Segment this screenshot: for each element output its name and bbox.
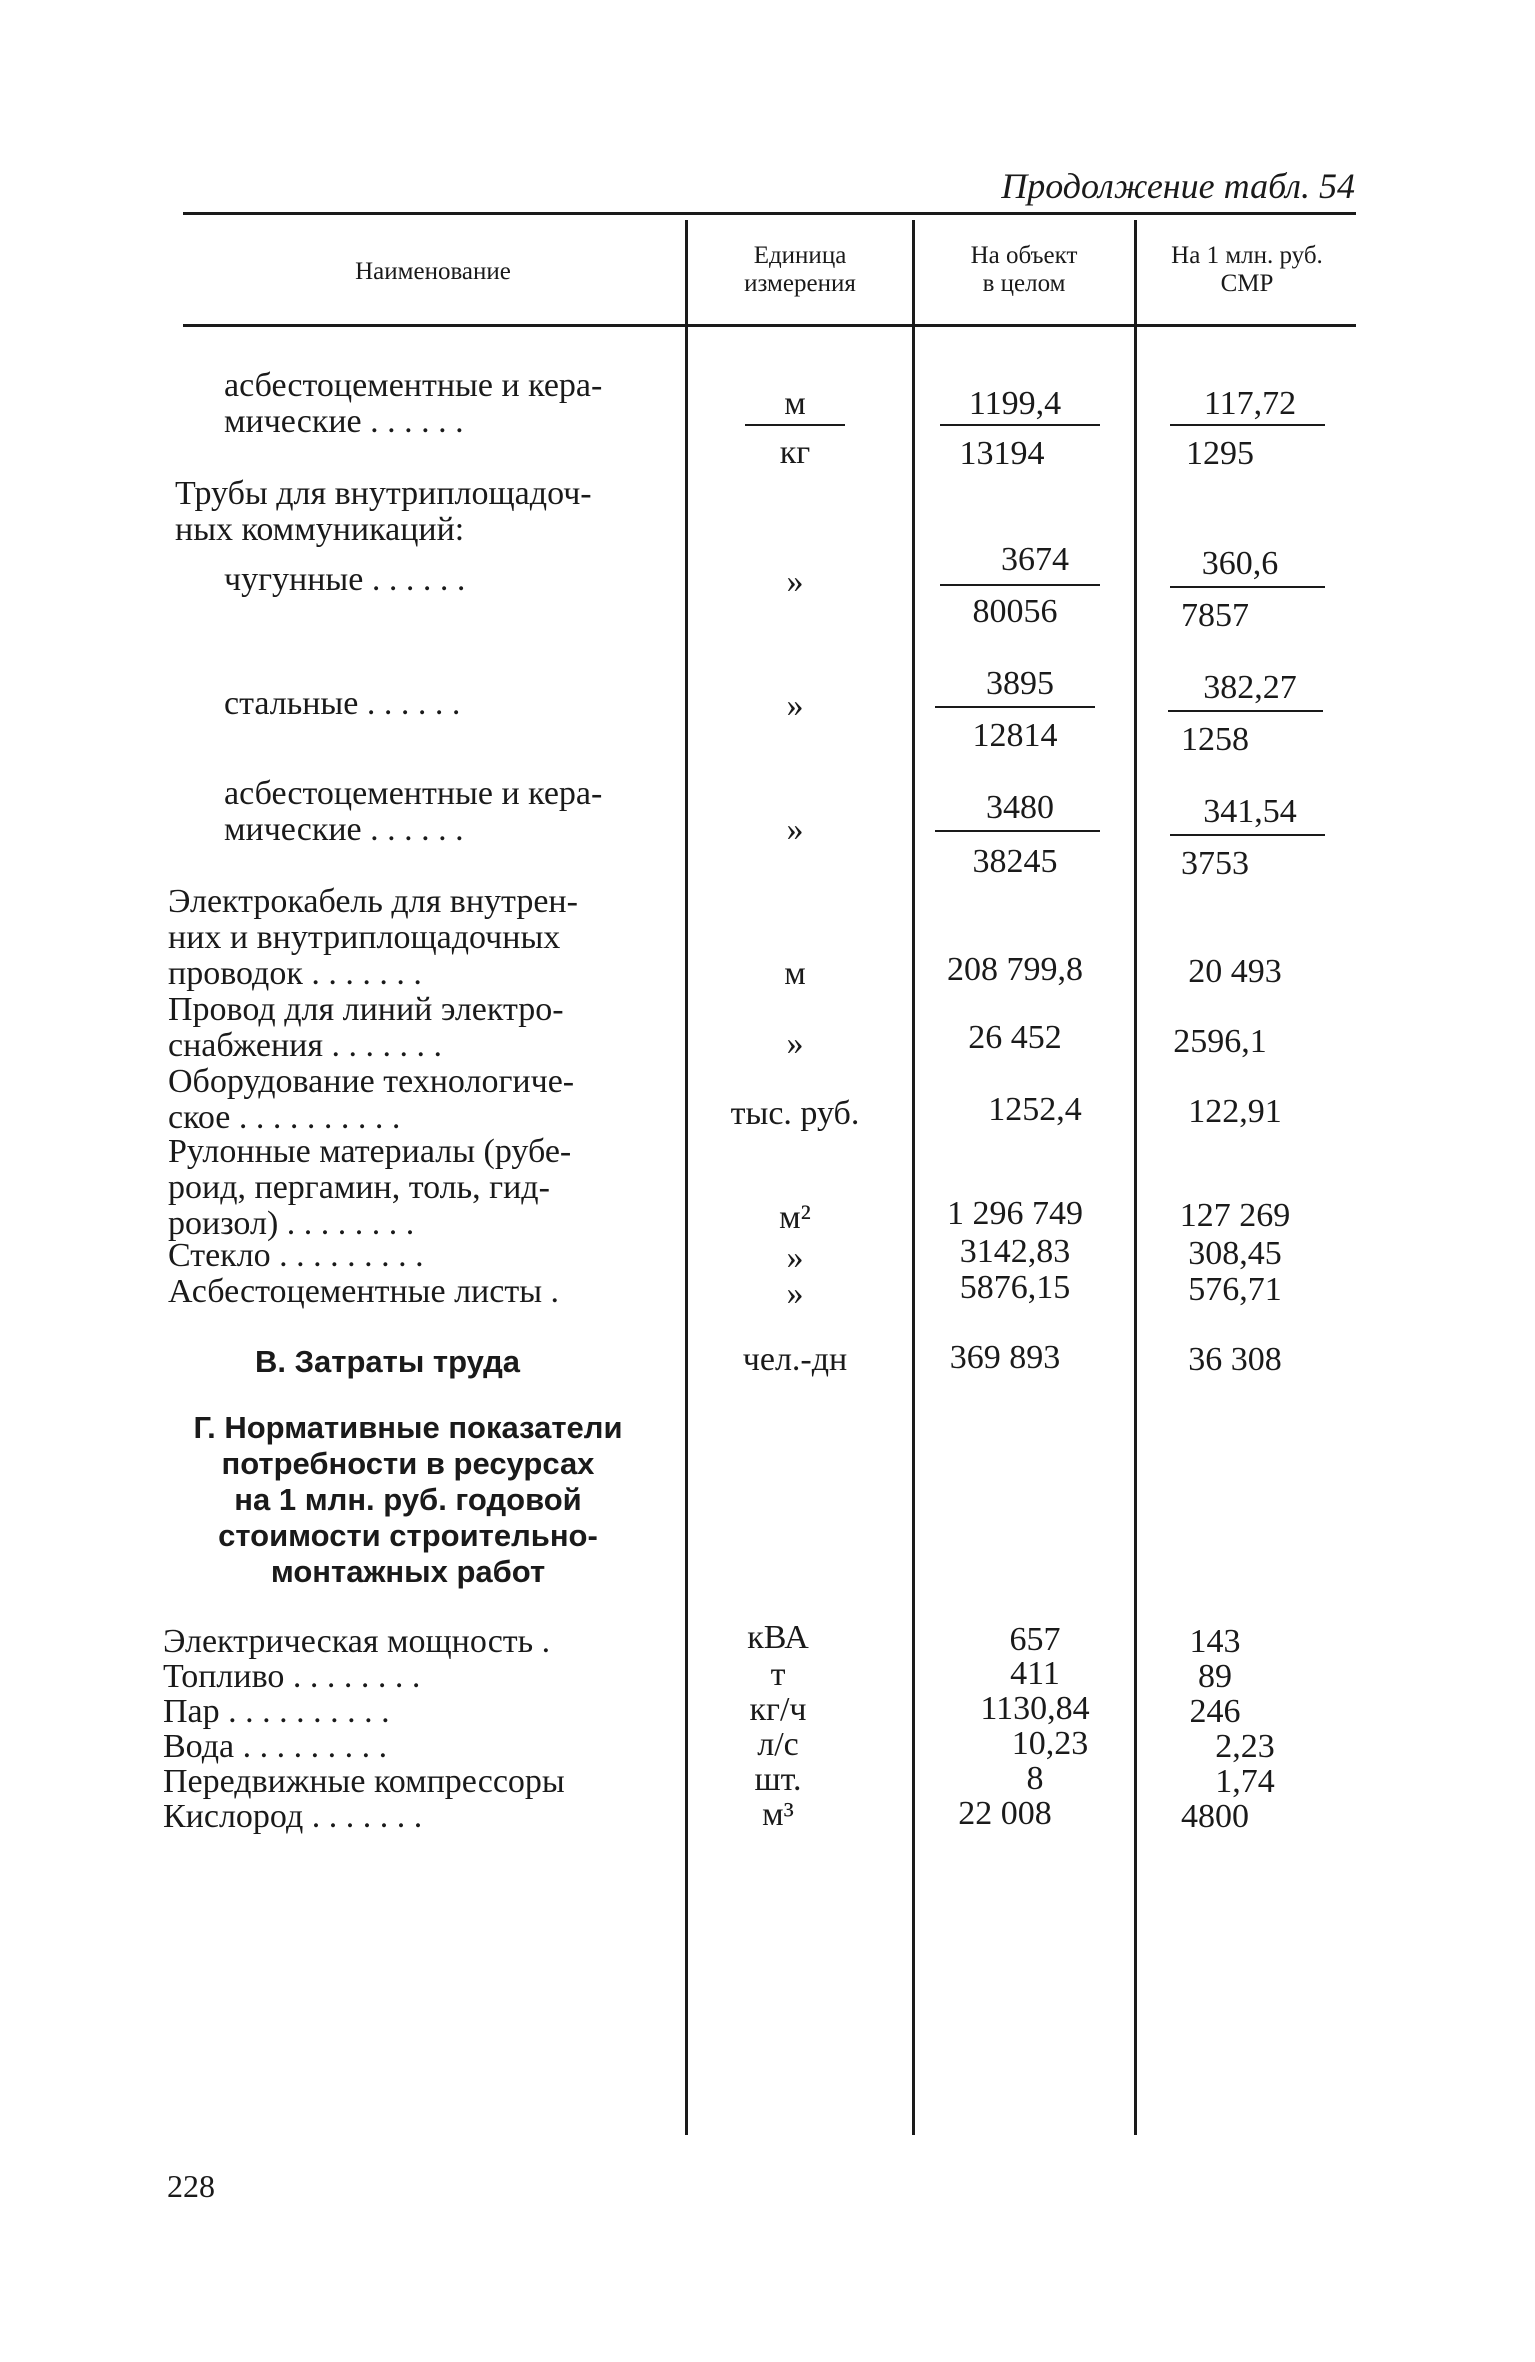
section-norms-title: Г. Нормативные показатели потребности в ресурсах на 1 млн. руб. годовой стоимости строительно- монтажных работ xyxy=(193,1410,623,1589)
row-unit: » xyxy=(786,563,804,600)
fraction-line xyxy=(940,424,1100,426)
row-name: Провод для линий электро- снабжения . . . . . . . xyxy=(168,991,564,1064)
row-per: 89 xyxy=(1198,1658,1232,1695)
row-unit: кг/ч xyxy=(749,1691,807,1728)
row-obj: 1 296 749 xyxy=(947,1195,1083,1232)
row-unit: м³ xyxy=(762,1796,794,1833)
row-obj: 1252,4 xyxy=(988,1091,1082,1128)
row-name: Электрокабель для внутрен- них и внутриплощадочных проводок . . . . . . . xyxy=(168,883,578,992)
row-name: стальные . . . . . . xyxy=(224,685,461,722)
row-obj: 411 xyxy=(1010,1655,1060,1692)
row-obj: 22 008 xyxy=(958,1795,1052,1832)
row-unit: шт. xyxy=(754,1761,802,1798)
row-obj-top: 3895 xyxy=(986,665,1054,702)
fraction-line xyxy=(745,424,845,426)
fraction-line xyxy=(940,584,1100,586)
row-unit: » xyxy=(786,687,804,724)
row-per-bottom: 1258 xyxy=(1181,721,1249,758)
row-unit-top: м xyxy=(784,385,806,422)
row-unit: » xyxy=(786,1025,804,1062)
row-obj-bottom: 38245 xyxy=(972,843,1058,880)
row-per-top: 117,72 xyxy=(1203,385,1297,422)
row-per-top: 341,54 xyxy=(1203,793,1297,830)
row-name: асбестоцементные и кера- мические . . . . . . xyxy=(224,775,603,848)
row-name: Пар . . . . . . . . . . xyxy=(163,1693,390,1730)
fraction-line xyxy=(935,830,1100,832)
row-per-top: 360,6 xyxy=(1201,545,1279,582)
row-per-bottom: 1295 xyxy=(1186,435,1254,472)
row-obj-top: 1199,4 xyxy=(968,385,1062,422)
row-unit: л/с xyxy=(757,1726,799,1763)
fraction-line xyxy=(1170,586,1325,588)
row-per: 20 493 xyxy=(1188,953,1282,990)
header-unit: Единица измерения xyxy=(744,242,856,297)
fraction-line xyxy=(1168,710,1323,712)
section-labor-title: В. Затраты труда xyxy=(255,1344,520,1379)
row-name: Топливо . . . . . . . . xyxy=(163,1658,421,1695)
row-unit: кВА xyxy=(747,1619,809,1656)
row-name: чугунные . . . . . . xyxy=(224,561,466,598)
row-per: 143 xyxy=(1189,1623,1241,1660)
row-per: 127 269 xyxy=(1179,1197,1291,1234)
row-name: асбестоцементные и кера- мические . . . . . . xyxy=(224,367,603,440)
row-unit: тыс. руб. xyxy=(730,1095,860,1132)
row-obj: 1130,84 xyxy=(980,1690,1090,1727)
row-name: Рулонные материалы (рубе- роид, пергамин, толь, гид- роизол) . . . . . . . . xyxy=(168,1133,572,1242)
row-obj: 10,23 xyxy=(1011,1725,1089,1762)
row-per: 4800 xyxy=(1181,1798,1249,1835)
fraction-line xyxy=(1170,424,1325,426)
row-name: Электрическая мощность . xyxy=(163,1623,551,1660)
row-name: Асбестоцементные листы . xyxy=(168,1273,560,1310)
row-per-top: 382,27 xyxy=(1203,669,1297,706)
row-obj-top: 3674 xyxy=(1001,541,1069,578)
row-per: 1,74 xyxy=(1215,1763,1275,1800)
fraction-line xyxy=(1170,834,1325,836)
row-unit: » xyxy=(786,1239,804,1276)
row-unit: м xyxy=(784,955,806,992)
row-obj: 8 xyxy=(1026,1760,1044,1797)
row-obj: 26 452 xyxy=(968,1019,1062,1056)
row-name: Передвижные компрессоры xyxy=(163,1763,565,1800)
row-obj: 5876,15 xyxy=(959,1269,1071,1306)
row-per: 122,91 xyxy=(1188,1093,1282,1130)
column-divider-2 xyxy=(912,220,915,2135)
row-unit: » xyxy=(786,1275,804,1312)
page-number: 228 xyxy=(167,2168,215,2204)
row-per-bottom: 7857 xyxy=(1181,597,1249,634)
row-name: Оборудование технологиче- ское . . . . . . . . . . xyxy=(168,1063,575,1136)
row-per: 2596,1 xyxy=(1173,1023,1267,1060)
row-per-bottom: 3753 xyxy=(1181,845,1249,882)
table-header-rule xyxy=(183,324,1356,327)
row-name: Кислород . . . . . . . xyxy=(163,1798,423,1835)
header-name: Наименование xyxy=(355,258,511,285)
row-obj: 3142,83 xyxy=(959,1233,1071,1270)
row-unit: т xyxy=(770,1656,786,1693)
row-unit: » xyxy=(786,811,804,848)
row-obj-bottom: 80056 xyxy=(972,593,1058,630)
row-per: 2,23 xyxy=(1215,1728,1275,1765)
row-name: Трубы для внутриплощадоч- ных коммуникаций: xyxy=(175,475,592,548)
header-per-object: На объект в целом xyxy=(970,242,1078,297)
section-labor-per: 36 308 xyxy=(1188,1341,1282,1378)
section-labor-obj: 369 893 xyxy=(949,1339,1061,1376)
fraction-line xyxy=(935,706,1095,708)
row-per: 246 xyxy=(1189,1693,1241,1730)
table-caption: Продолжение табл. 54 xyxy=(1001,166,1355,206)
row-name: Стекло . . . . . . . . . xyxy=(168,1237,424,1274)
row-per: 308,45 xyxy=(1188,1235,1282,1272)
section-labor-unit: чел.-дн xyxy=(742,1341,848,1378)
row-unit: м² xyxy=(779,1199,811,1236)
row-name: Вода . . . . . . . . . xyxy=(163,1728,388,1765)
column-divider-3 xyxy=(1134,220,1137,2135)
column-divider-1 xyxy=(685,220,688,2135)
row-obj-bottom: 12814 xyxy=(972,717,1058,754)
row-per: 576,71 xyxy=(1188,1271,1282,1308)
header-per-million: На 1 млн. руб. СМР xyxy=(1171,242,1323,297)
row-obj: 208 799,8 xyxy=(947,951,1083,988)
row-obj: 657 xyxy=(1009,1621,1061,1658)
table-top-rule xyxy=(183,212,1356,215)
row-obj-bottom: 13194 xyxy=(959,435,1045,472)
row-unit-bottom: кг xyxy=(779,434,811,471)
row-obj-top: 3480 xyxy=(986,789,1054,826)
